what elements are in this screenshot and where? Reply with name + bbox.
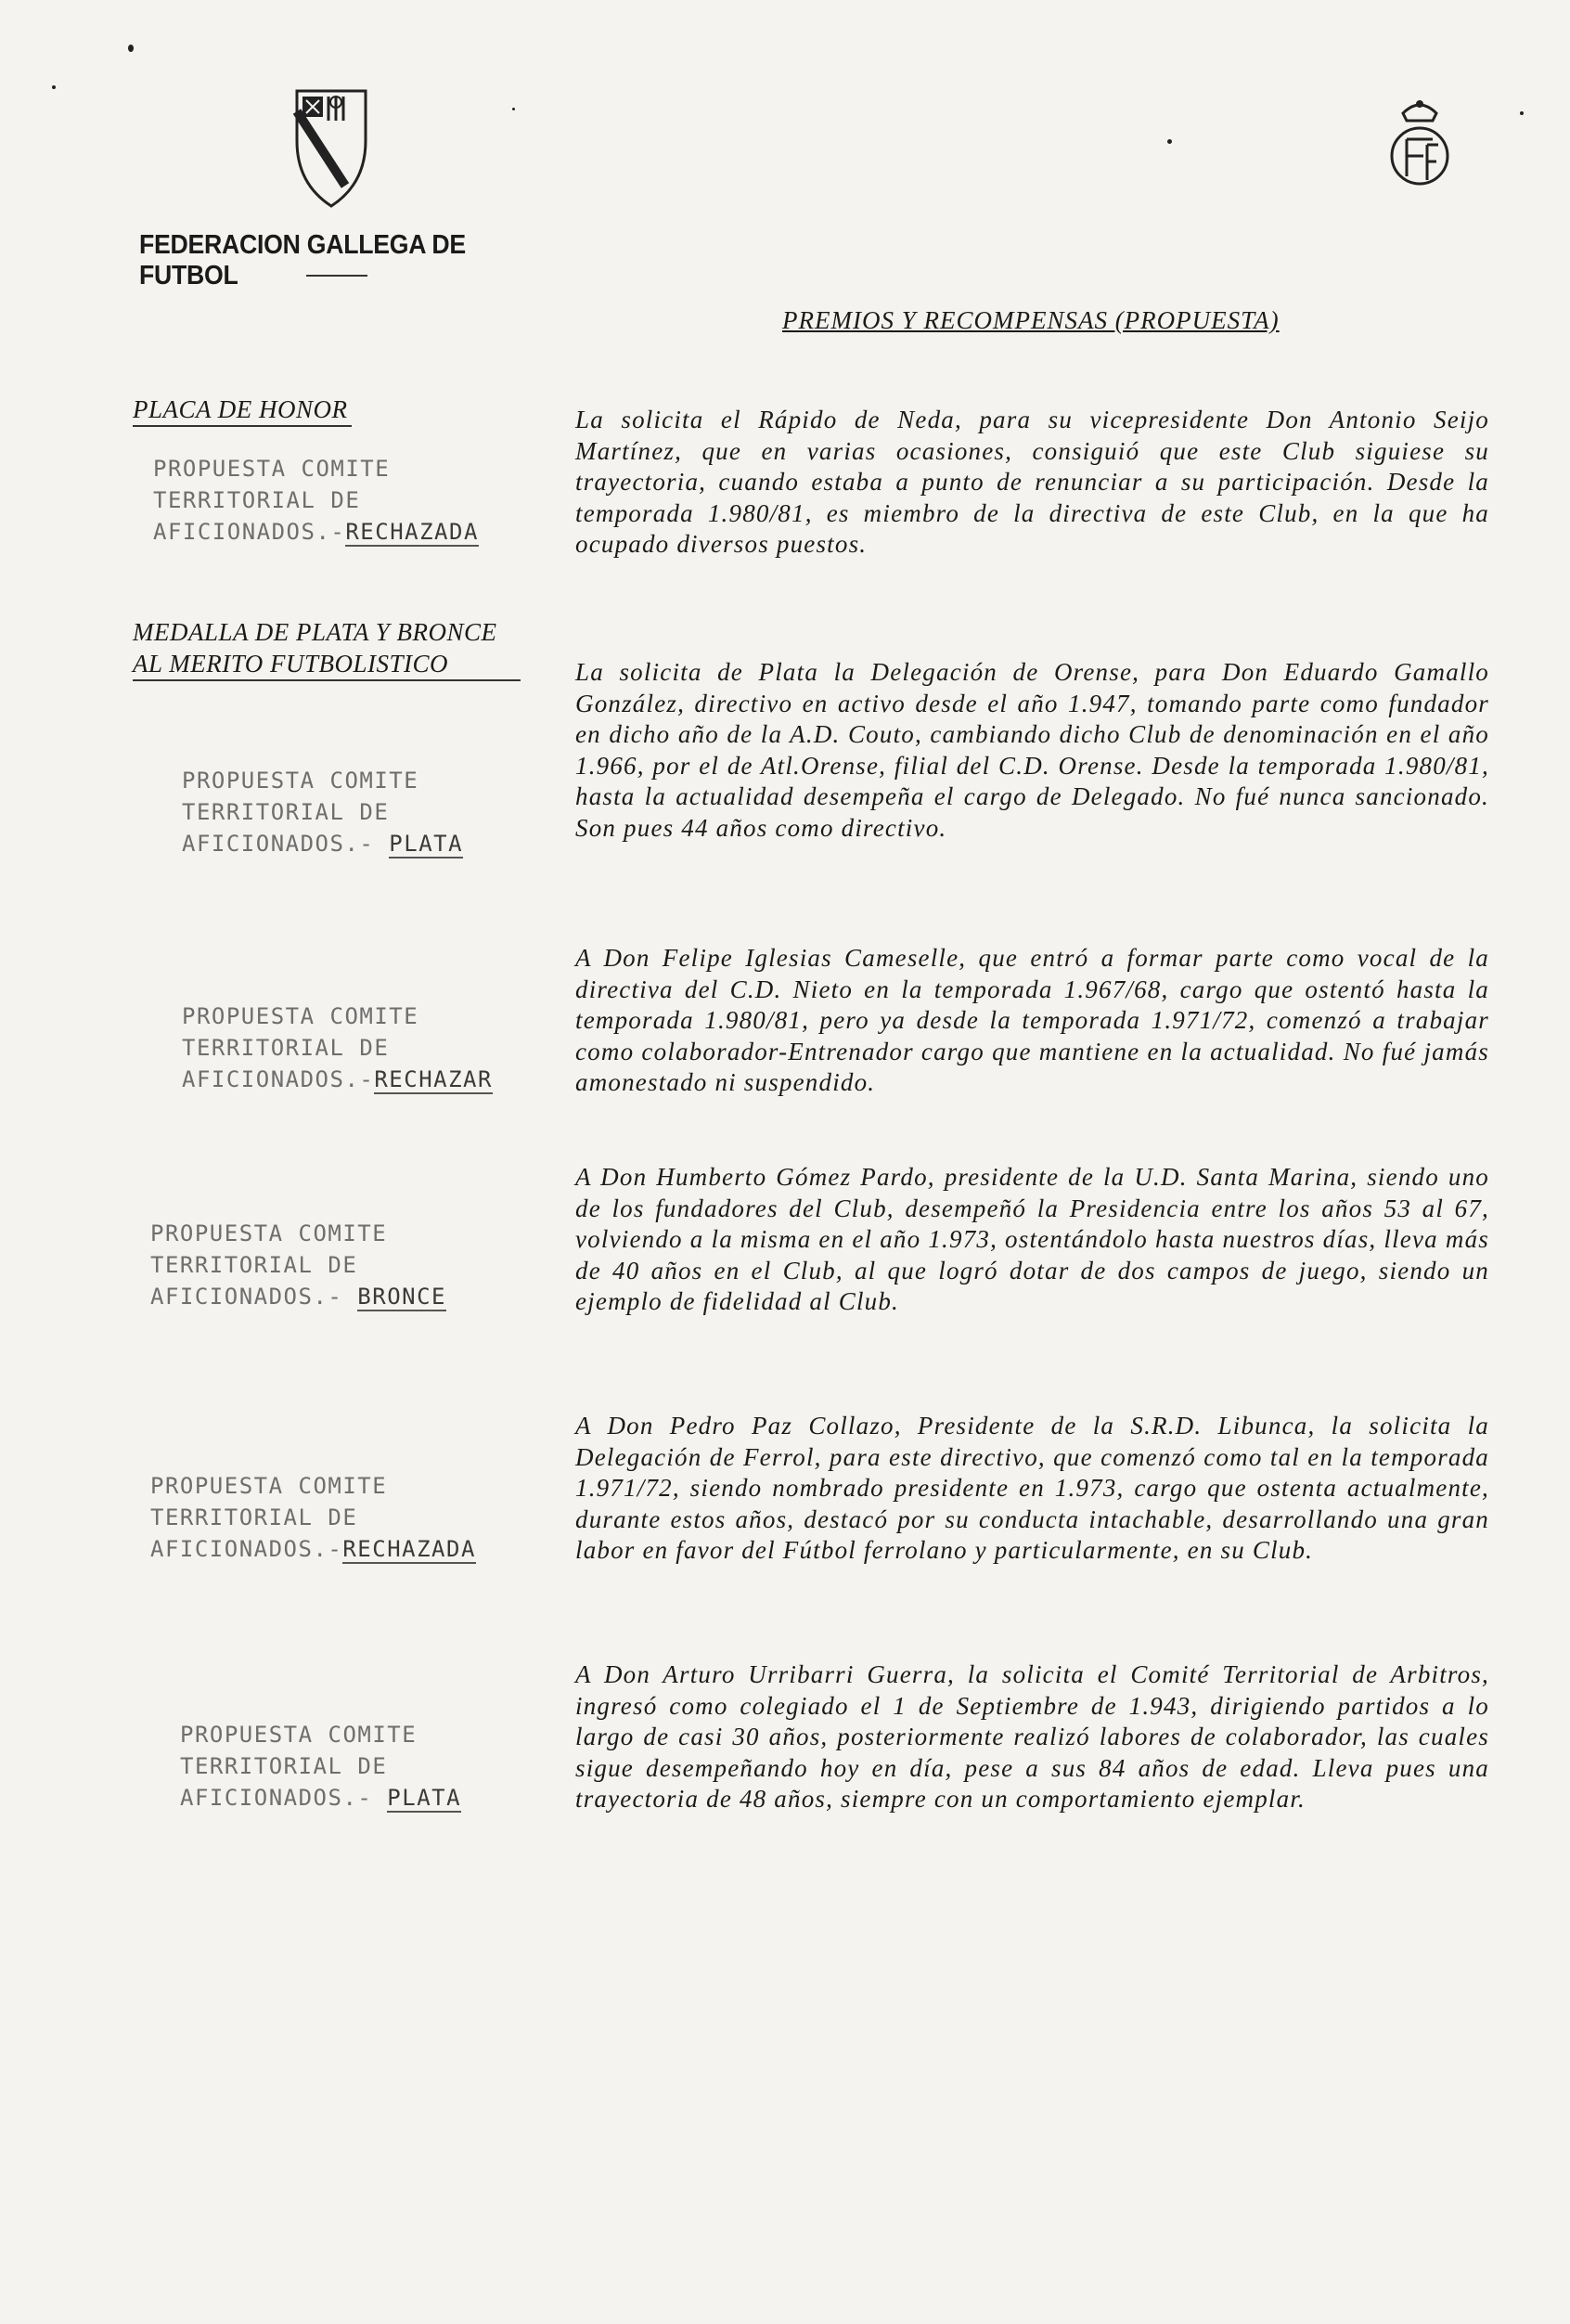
entry-paragraph: A Don Arturo Urribarri Guerra, la solicita el Comité Territorial de Arbitros, ingresó como colegiado el 1 de Septiembre de 1.943, dirigiendo partidos a lo largo de casi 30 años, posteriormente realizó labores de colaborador, las cuales sigue desempeñando hoy en día, pese a sus 84 años de edad. Lleva pues una trayectoria de 48 años, siempre con un comportamiento ejemplar.	[575, 1660, 1489, 1813]
stamp-line: TERRITORIAL DE	[182, 799, 390, 825]
stamp-line: AFICIONADOS.-	[150, 1284, 343, 1310]
federation-crest-logo	[290, 84, 373, 213]
verdict-label: BRONCE	[357, 1284, 446, 1310]
stamp-line: PROPUESTA COMITE	[150, 1473, 388, 1499]
stamp-line: PROPUESTA COMITE	[180, 1722, 418, 1748]
stamp-line: PROPUESTA COMITE	[182, 768, 419, 794]
ink-speck	[1520, 111, 1524, 115]
entry-paragraph: La solicita el Rápido de Neda, para su vicepresidente Don Antonio Seijo Martínez, que en varias ocasiones, consiguió que este Club siguiese su trayectoria, cuando estaba a punto de renunciar a su participación. Desde la temporada 1.980/81, es miembro de la directiva de este Club, en la que ha ocupado diversos puestos.	[575, 406, 1489, 558]
stamp-line: AFICIONADOS.-	[153, 519, 346, 545]
stamp-line: PROPUESTA COMITE	[182, 1003, 419, 1029]
section-placa-de-honor	[133, 394, 352, 427]
ink-speck	[1167, 139, 1172, 144]
organization-name: FEDERACION GALLEGA DE FUTBOL	[139, 230, 466, 290]
committee-stamp	[153, 453, 479, 548]
verdict-label: RECHAZAR	[374, 1066, 493, 1092]
stamp-line: AFICIONADOS.-	[180, 1785, 373, 1811]
organization-underline	[306, 275, 367, 277]
stamp-line: TERRITORIAL DE	[182, 1035, 390, 1061]
section-label-line2: AL MERITO FUTBOLISTICO	[133, 648, 521, 681]
entry-paragraph: La solicita de Plata la Delegación de Orense, para Don Eduardo Gamallo González, directivo en activo desde el año 1.947, tomando parte como fundador en dicho año de la A.D. Couto, cambiando dicho Club de denominación en el año 1.966, por el de Atl.Orense, filial del C.D. Orense. Desde la temporada 1.980/81, hasta la actualidad desempeña el cargo de Delegado. No fué nunca sancionado. Son pues 44 años como directivo.	[575, 658, 1489, 842]
verdict-label: PLATA	[387, 1785, 462, 1811]
entry-paragraph: A Don Pedro Paz Collazo, Presidente de la S.R.D. Libunca, la solicita la Delegación de Ferrol, para este directivo, que comenzó como tal en la temporada 1.971/72, siendo nombrado presidente en 1.973, cargo que ostenta actualmente, durante estos años, destacó por su conducta intachable, desarrollando una gran labor en favor del Fútbol ferrolano y particularmente, en su Club.	[575, 1412, 1489, 1564]
committee-stamp	[150, 1218, 446, 1312]
document-title: PREMIOS Y RECOMPENSAS (PROPUESTA)	[782, 306, 1280, 334]
stamp-line: AFICIONADOS.-	[150, 1536, 343, 1562]
section-label: PLACA DE HONOR	[133, 394, 352, 427]
ink-speck	[52, 85, 56, 89]
committee-stamp	[180, 1719, 461, 1814]
stamp-line: AFICIONADOS.-	[182, 1066, 375, 1092]
committee-stamp	[182, 765, 463, 859]
stamp-line: AFICIONADOS.-	[182, 831, 375, 857]
entry-paragraph: A Don Felipe Iglesias Cameselle, que entró a formar parte como vocal de la directiva del C.D. Nieto en la temporada 1.967/68, cargo que ostentó hasta la temporada 1.980/81, pero ya desde la temporada 1.971/72, comenzó a trabajar como colaborador-Entrenador cargo que mantiene en la actualidad. No fué jamás amonestado ni suspendido.	[575, 944, 1489, 1096]
section-medalla	[133, 616, 521, 681]
ink-speck	[128, 45, 134, 52]
stamp-line: TERRITORIAL DE	[180, 1753, 388, 1779]
ink-speck	[512, 108, 515, 110]
stamp-line: PROPUESTA COMITE	[150, 1220, 388, 1246]
committee-stamp	[150, 1470, 476, 1565]
stamp-line: TERRITORIAL DE	[153, 487, 361, 513]
stamp-line: TERRITORIAL DE	[150, 1252, 358, 1278]
stamp-line: PROPUESTA COMITE	[153, 456, 391, 482]
verdict-label: RECHAZADA	[342, 1536, 476, 1562]
national-federation-emblem	[1383, 93, 1457, 195]
verdict-label: RECHAZADA	[345, 519, 479, 545]
section-label-line1: MEDALLA DE PLATA Y BRONCE	[133, 618, 497, 646]
committee-stamp	[182, 1001, 493, 1095]
stamp-line: TERRITORIAL DE	[150, 1504, 358, 1530]
entry-paragraph: A Don Humberto Gómez Pardo, presidente de la U.D. Santa Marina, siendo uno de los fundadores del Club, desempeñó la Presidencia entre los años 53 al 67, volviendo a la misma en el año 1.973, ostentándolo hasta nuestros días, lleva más de 40 años en el Club, al que logró dotar de dos campos de juego, siendo un ejemplo de fidelidad al Club.	[575, 1163, 1489, 1315]
verdict-label: PLATA	[389, 831, 464, 857]
